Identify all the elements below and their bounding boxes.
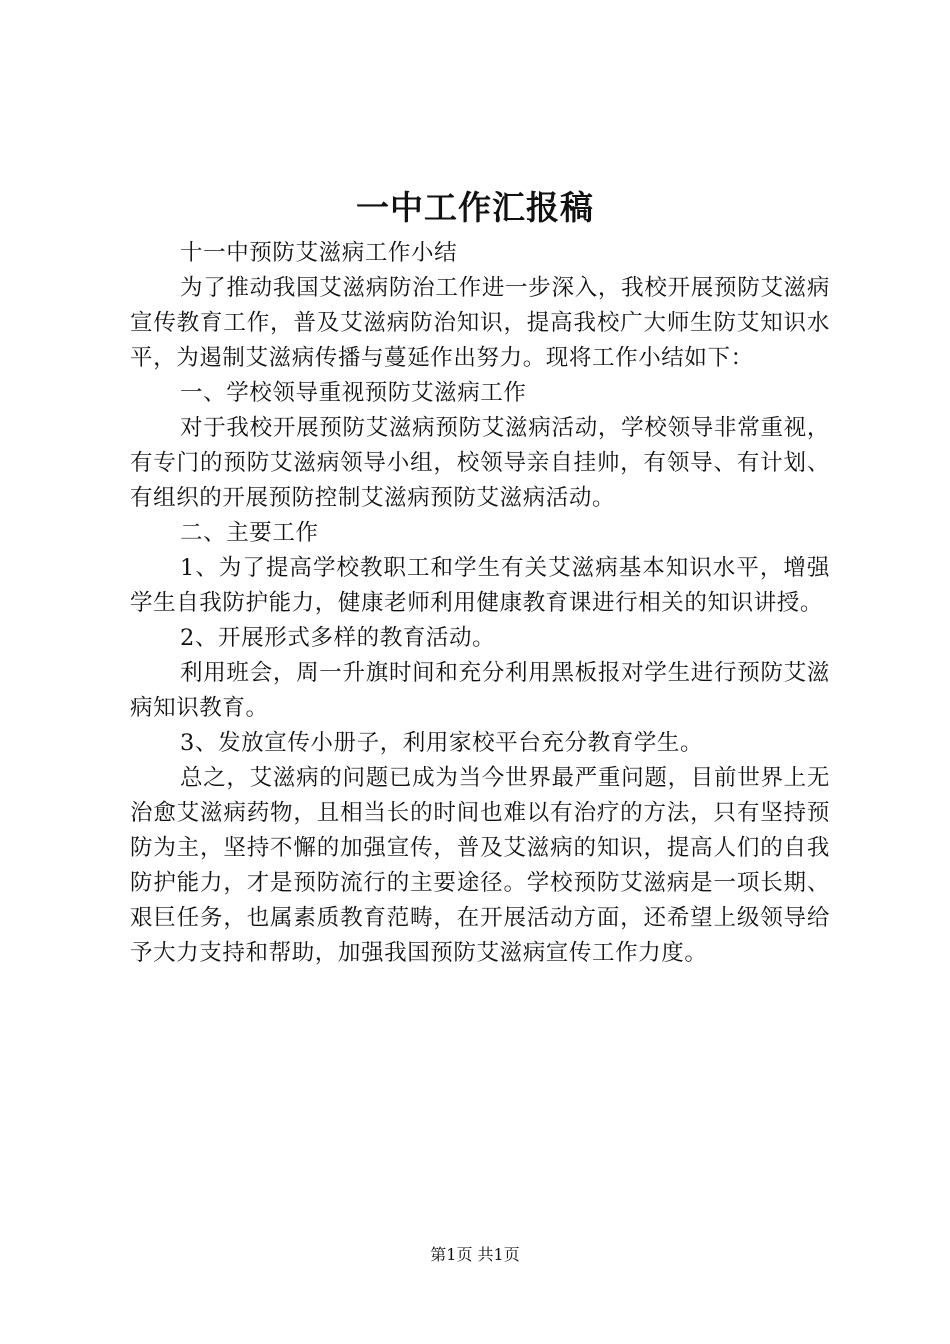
document-body [130, 236, 830, 971]
work-item-2: 2、开展形式多样的教育活动。 [180, 625, 496, 651]
section-heading-leadership: 一、学校领导重视预防艾滋病工作 [180, 380, 527, 406]
report-subtitle: 十一中预防艾滋病工作小结 [180, 240, 458, 266]
intro-paragraph: 为了推动我国艾滋病防治工作进一步深入，我校开展预防艾滋病宣传教育工作，普及艾滋病防治知识，提高我校广大师生防艾知识水平，为遏制艾滋病传播与蔓延作出努力。现将工作小结如下： [130, 275, 830, 371]
conclusion-paragraph: 总之，艾滋病的问题已成为当今世界最严重问题，目前世界上无治愈艾滋病药物，且相当长的时间也难以有治疗的方法，只有坚持预防为主，坚持不懈的加强宣传，普及艾滋病的知识，提高人们的自我防护能力，才是预防流行的主要途径。学校预防艾滋病是一项长期、艰巨任务，也属素质教育范畴，在开展活动方面，还希望上级领导给予大力支持和帮助，加强我国预防艾滋病宣传工作力度。 [130, 765, 830, 966]
page-number: 第1页 共1页 [430, 1245, 520, 1264]
work-item-3: 3、发放宣传小册子，利用家校平台充分教育学生。 [180, 730, 704, 756]
work-item-1: 1、为了提高学校教职工和学生有关艾滋病基本知识水平，增强学生自我防护能力，健康老师利用健康教育课进行相关的知识讲授。 [130, 555, 830, 616]
leadership-paragraph: 对于我校开展预防艾滋病预防艾滋病活动，学校领导非常重视，有专门的预防艾滋病领导小组，校领导亲自挂帅，有领导、有计划、有组织的开展预防控制艾滋病预防艾滋病活动。 [130, 415, 830, 511]
page-title: 一中工作汇报稿 [356, 188, 594, 227]
section-heading-main-work: 二、主要工作 [180, 520, 319, 546]
work-item-2-detail: 利用班会，周一升旗时间和充分利用黑板报对学生进行预防艾滋病知识教育。 [130, 660, 830, 721]
